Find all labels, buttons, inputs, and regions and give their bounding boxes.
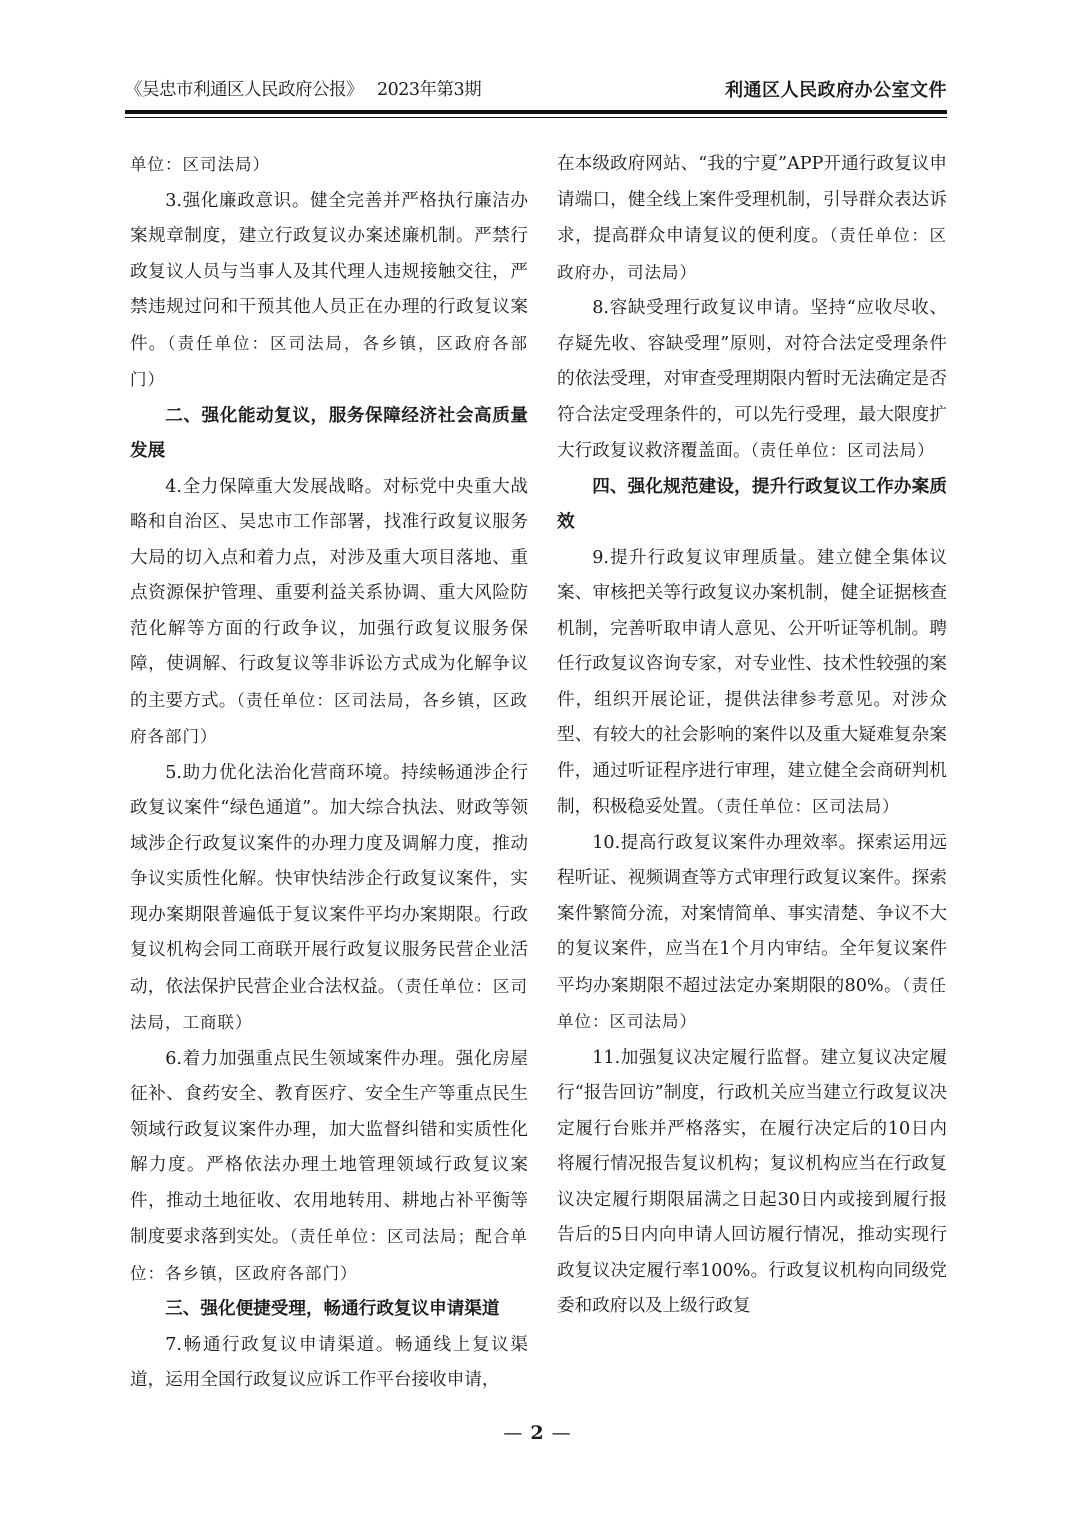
paragraph-item-7-continued	[557, 147, 947, 291]
responsible-unit: （责任单位：区司法局）	[750, 441, 935, 460]
left-column	[130, 147, 528, 1399]
publication-title: 《吴忠市利通区人民政府公报》	[125, 80, 363, 100]
responsible-unit: （责任单位：区司法局，各乡镇，区政府各部门）	[130, 333, 528, 389]
responsible-unit: （责任单位：区司法局；配合单位：各乡镇，区政府各部门）	[130, 1227, 528, 1283]
header-rule-thick	[125, 110, 947, 114]
paragraph-body: 5.助力优化法治化营商环境。持续畅通涉企行政复议案件“绿色通道”。加大综合执法、财政等领域涉企行政复议案件的办理力度及调解力度，推动争议实质性化解。快审快结涉企行政复议案件，实现办案期限普遍低于复议案件平均办案期限。行政复议机构会同工商联开展行政复议服务民营企业活动，依法保护民营企业合法权益。	[130, 762, 528, 997]
footer-dash-left: —	[503, 1422, 523, 1444]
paragraph-body: 4.全力保障重大发展战略。对标党中央重大战略和自治区、吴忠市工作部署，找准行政复议服务大局的切入点和着力点，对涉及重大项目落地、重点资源保护管理、重要利益关系协调、重大风险防范化解等方面的行政争议，加强行政复议服务保障，使调解、行政复议等非诉讼方式成为化解争议的主要方式。	[130, 476, 528, 711]
page-number: 2	[530, 1422, 544, 1444]
section-heading-2: 二、强化能动复议，服务保障经济社会高质量发展	[130, 405, 528, 461]
paragraph-body: 8.容缺受理行政复议申请。坚持“应收尽收、存疑先收、容缺受理”原则，对符合法定受理条件的依法受理，对审查受理期限内暂时无法确定是否符合法定受理条件的，可以先行受理，最大限度扩大行政复议救济覆盖面。	[557, 298, 947, 461]
paragraph-item-11	[557, 1041, 947, 1325]
paragraph-body: 7.畅通行政复议申请渠道。畅通线上复议渠道，运用全国行政复议应诉工作平台接收申请，	[130, 1334, 528, 1390]
paragraph-item-10	[557, 826, 947, 1041]
paragraph-body: 9.提升行政复议审理质量。建立健全集体议案、审核把关等行政复议办案机制，健全证据核查机制，完善听取申请人意见、公开听证等机制。聘任行政复议咨询专家，对专业性、技术性较强的案件，组织开展论证，提供法律参考意见。对涉众型、有较大的社会影响的案件以及重大疑难复杂案件，通过听证程序进行审理，建立健全会商研判机制，积极稳妥处置。	[557, 547, 947, 817]
paragraph-body: 10.提高行政复议案件办理效率。探索运用远程听证、视频调查等方式审理行政复议案件。探索案件繁简分流，对案情简单、事实清楚、争议不大的复议案件，应当在1个月内审结。全年复议案件平均办案期限不超过法定办案期限的80%。	[557, 832, 947, 996]
responsible-unit: （责任单位：区司法局，工商联）	[130, 976, 528, 1032]
responsible-unit: （责任单位：区司法局，各乡镇，区政府各部门）	[130, 690, 528, 746]
responsible-unit: （责任单位：区司法局）	[557, 975, 948, 1031]
paragraph-body: 11.加强复议决定履行监督。建立复议决定履行“报告回访”制度，行政机关应当建立行政复议决定履行台账并严格落实，在履行决定后的10日内将履行情况报告复议机构；复议机构应当在行政复议决定履行期限届满之日起30日内或接到履行报告后的5日内向申请人回访履行情况，推动实现行政复议决定履行率100%。行政复议机构向同级党委和政府以及上级行政复	[557, 1047, 947, 1316]
section-title: 利通区人民政府办公室文件	[725, 80, 947, 101]
issue-number: 2023年第3期	[377, 80, 482, 100]
responsible-unit: （责任单位：区政府办，司法局）	[557, 226, 947, 282]
paragraph-item-3	[130, 184, 528, 399]
paragraph-item-9	[557, 541, 947, 826]
publication-info	[125, 76, 481, 101]
paragraph-item-7	[130, 1328, 528, 1399]
section-heading-4: 四、强化规范建设，提升行政复议工作办案质效	[557, 476, 947, 532]
footer-dash-right: —	[551, 1422, 571, 1444]
paragraph-item-5	[130, 756, 528, 1042]
paragraph-body: 在本级政府网站、“我的宁夏”APP开通行政复议申请端口，健全线上案件受理机制，引导群众表达诉求，提高群众申请复议的便利度。	[557, 154, 947, 246]
page-footer	[0, 1422, 1074, 1444]
paragraph-body: 6.着力加强重点民生领域案件办理。强化房屋征补、食药安全、教育医疗、安全生产等重点民生领域行政复议案件办理，加大监督纠错和实质性化解力度。严格依法办理土地管理领域行政复议案件，推动土地征收、农用地转用、耕地占补平衡等制度要求落到实处。	[130, 1048, 528, 1247]
paragraph-item-4	[130, 470, 528, 756]
page-header	[125, 76, 947, 106]
header-rule-thin	[125, 117, 947, 118]
right-column	[557, 147, 947, 1325]
section-heading-3: 三、强化便捷受理，畅通行政复议申请渠道	[165, 1299, 500, 1319]
paragraph-continued	[130, 147, 528, 184]
paragraph-item-8	[557, 291, 947, 470]
responsible-unit: 单位：区司法局）	[130, 155, 270, 174]
responsible-unit: （责任单位：区司法局）	[715, 797, 900, 816]
paragraph-item-6	[130, 1042, 528, 1293]
paragraph-body: 3.强化廉政意识。健全完善并严格执行廉洁办案规章制度，建立行政复议办案述廉机制。严禁行政复议人员与当事人及其代理人违规接触交往，严禁违规过问和干预其他人员正在办理的行政复议案件。	[130, 190, 528, 354]
